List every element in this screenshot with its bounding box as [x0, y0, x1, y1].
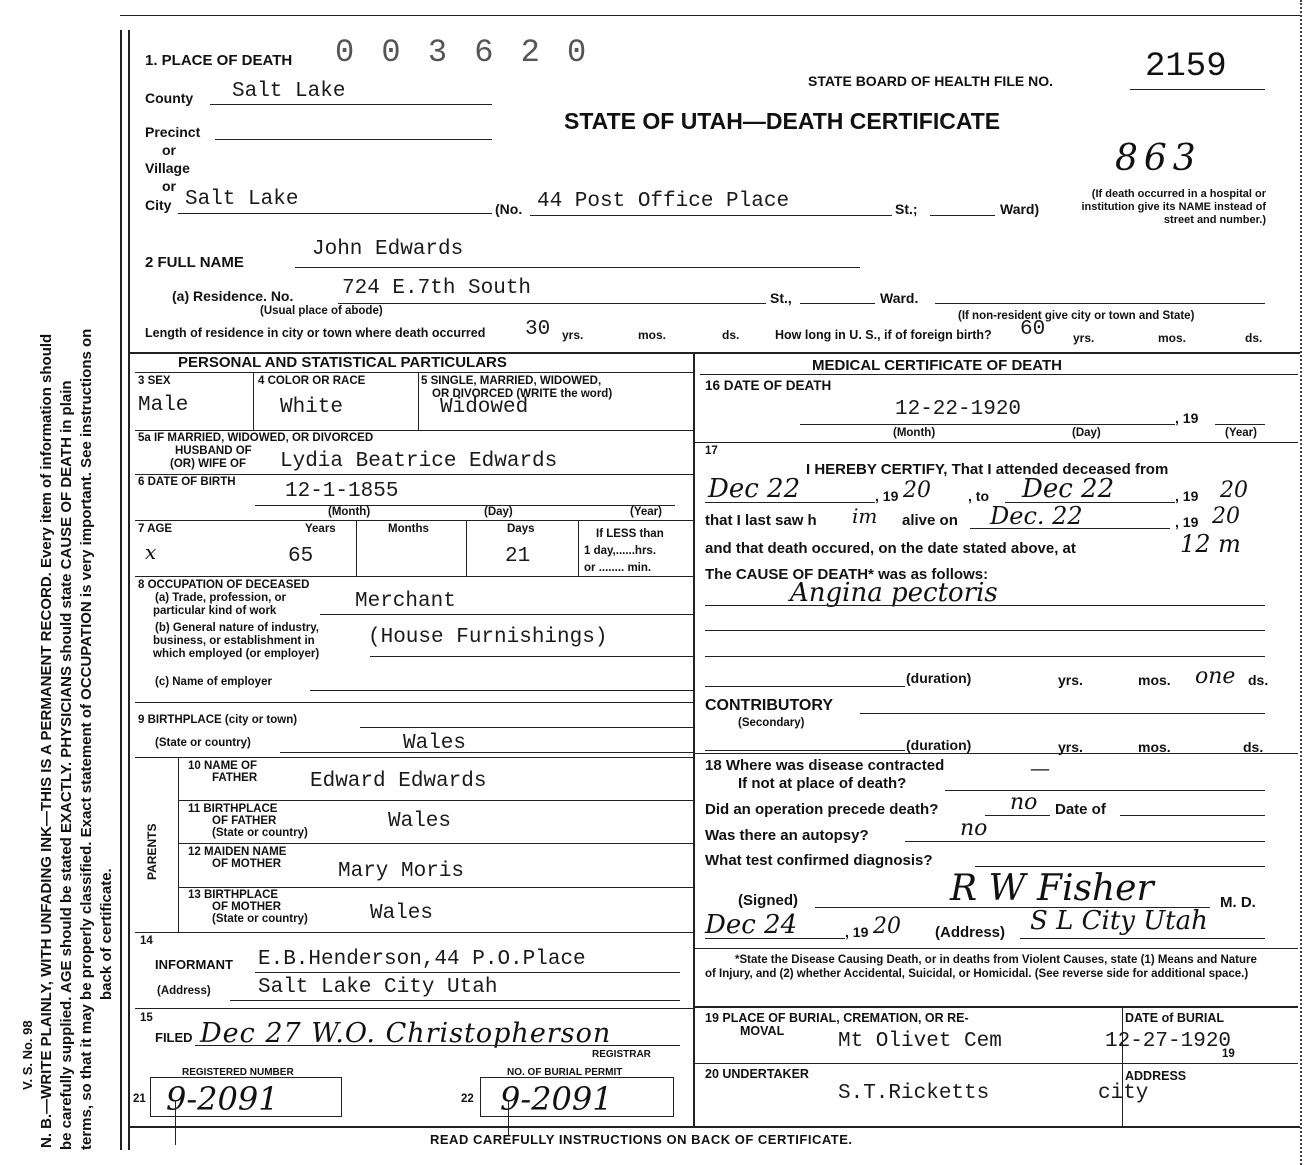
- less-than-label-1: If LESS than: [596, 528, 664, 540]
- age-days-label: Days: [507, 523, 535, 535]
- occupation-value: Merchant: [355, 590, 456, 613]
- burial-divider: [1122, 1006, 1123, 1126]
- dob-line: [255, 505, 675, 506]
- spouse-label-1: 5a IF MARRIED, WIDOWED, OR DIVORCED: [138, 432, 374, 444]
- duration2-ds: ds.: [1243, 739, 1264, 755]
- last-saw-date: Dec. 22: [990, 502, 1083, 530]
- father-birthplace-label-2: OF FATHER: [212, 815, 277, 827]
- secondary-label: (Secondary): [738, 717, 805, 729]
- or-2: or: [162, 178, 176, 194]
- informant-address-line: [230, 1000, 680, 1001]
- informant-label: INFORMANT: [155, 957, 233, 972]
- signed-label: (Signed): [738, 892, 798, 909]
- left-border-inner: [128, 30, 130, 1150]
- duration-value: one: [1195, 664, 1236, 689]
- residence-label: (a) Residence. No.: [172, 288, 294, 304]
- mother-birthplace-label-1: 13 BIRTHPLACE: [188, 889, 279, 901]
- dob-label: 6 DATE OF BIRTH: [138, 476, 236, 488]
- md-label: M. D.: [1220, 894, 1256, 911]
- undertaker-address-value: city: [1098, 1082, 1149, 1105]
- duration2-yrs: yrs.: [1058, 739, 1083, 755]
- burial-date-label: DATE of BURIAL: [1125, 1011, 1225, 1025]
- burial-19: 19: [1222, 1048, 1235, 1060]
- test-line: [975, 866, 1265, 867]
- dod-19: , 19: [1175, 410, 1199, 426]
- age-div-3: [578, 520, 579, 576]
- full-name-line: [295, 267, 860, 268]
- county-line: [210, 104, 492, 105]
- duration-label: (duration): [906, 670, 972, 686]
- color-label: 4 COLOR OR RACE: [258, 375, 366, 387]
- full-name-value: John Edwards: [312, 238, 464, 261]
- row9-line: [135, 757, 693, 758]
- contracted-value: —: [1030, 756, 1050, 780]
- mother-label-1: 12 MAIDEN NAME: [188, 846, 287, 858]
- instructions-line-3: terms, so that it may be properly classified. Exact statement of OCCUPATION is very important. See instructions on: [78, 328, 95, 1150]
- mother-value: Mary Moris: [338, 860, 465, 883]
- contributory-label: CONTRIBUTORY: [705, 697, 833, 714]
- signed-date: Dec 24: [705, 910, 798, 940]
- street-line: [530, 215, 892, 216]
- village-label: Village: [145, 160, 190, 176]
- residence-ward: Ward.: [880, 290, 919, 306]
- last-saw-pronoun: im: [852, 504, 878, 528]
- occupation-c-label: (c) Name of employer: [155, 676, 272, 688]
- center-divider: [693, 352, 695, 1127]
- last-saw-label: that I last saw h: [705, 512, 817, 529]
- father-birthplace-label-1: 11 BIRTHPLACE: [188, 803, 278, 815]
- field-21: 21: [133, 1093, 146, 1105]
- dob-month: (Month): [328, 506, 371, 518]
- to-year: 20: [1220, 478, 1248, 503]
- row6-line: [135, 520, 693, 521]
- marital-label-1: 5 SINGLE, MARRIED, WIDOWED,: [421, 375, 602, 387]
- mother-birthplace-label-3: (State or country): [212, 913, 308, 925]
- contracted-label-2: If not at place of death?: [738, 775, 907, 792]
- marital-label-2: OR DIVORCED (WRITE the word): [432, 388, 613, 400]
- burial-date-value: 12-27-1920: [1105, 1030, 1232, 1053]
- father-birthplace-value: Wales: [388, 810, 452, 833]
- signed-year-prefix: , 19: [845, 924, 869, 940]
- length-mos: mos.: [638, 328, 667, 342]
- row-footnote-line: [693, 1006, 1298, 1008]
- dod-year-line: [1215, 424, 1265, 425]
- us-yrs: yrs.: [1073, 331, 1095, 345]
- row7-line: [135, 576, 693, 577]
- registered-number-value: 9-2091: [166, 1080, 279, 1118]
- duration-line: [705, 686, 905, 687]
- parents-label: PARENTS: [145, 823, 159, 880]
- undertaker-address-label: ADDRESS: [1125, 1069, 1187, 1083]
- mother-line: [178, 887, 693, 888]
- birthplace-state-line: [280, 752, 693, 753]
- ward-label: Ward): [1000, 201, 1040, 217]
- instructions-line-1: N. B.—WRITE PLAINLY, WITH UNFADING INK—THIS IS A PERMANENT RECORD. Every item of information should: [38, 333, 55, 1148]
- color-value: White: [280, 396, 344, 419]
- occupation-b-label-2: business, or establishment in: [153, 635, 315, 647]
- dod-year-label: (Year): [1225, 427, 1257, 439]
- duration-yrs: yrs.: [1058, 672, 1083, 688]
- burial-place-value: Mt Olivet Cem: [838, 1030, 1002, 1053]
- less-than-label-3: or ........ min.: [584, 562, 652, 574]
- father-line: [178, 800, 693, 801]
- precinct-line: [215, 139, 492, 140]
- date-of-label: Date of: [1055, 801, 1106, 818]
- length-ds: ds.: [722, 328, 740, 342]
- date-of-line: [1120, 815, 1265, 816]
- age-years-value: 65: [288, 545, 314, 568]
- file-number: 2159: [1145, 48, 1227, 86]
- cause-label: The CAUSE OF DEATH* was as follows:: [705, 566, 989, 583]
- hospital-note: (If death occurred in a hospital or institution give its NAME instead of street and number.): [1081, 188, 1266, 226]
- how-long-us-label: How long in U. S., if of foreign birth?: [775, 328, 992, 342]
- length-yrs: yrs.: [562, 328, 584, 342]
- duration2-line: [705, 750, 905, 751]
- duration-mos: mos.: [1138, 672, 1171, 688]
- us-ds: ds.: [1245, 331, 1263, 345]
- signed-year: 20: [873, 914, 901, 939]
- full-name-label: 2 FULL NAME: [145, 254, 244, 271]
- age-label: 7 AGE: [138, 523, 173, 535]
- cause-footnote: *State the Disease Causing Death, or in deaths from Violent Causes, state (1) Means and Nature of Injury, and (2) whether Accidental, Suicidal, or Homicidal. (See reverse side for additional space.): [705, 954, 1257, 980]
- industry-value: (House Furnishings): [368, 626, 608, 649]
- date-of-death-label: 16 DATE OF DEATH: [705, 378, 832, 393]
- row8-line: [135, 702, 693, 703]
- instructions-line-4: back of certificate.: [98, 868, 115, 1000]
- burial-label-1: 19 PLACE OF BURIAL, CREMATION, OR RE-: [705, 1011, 969, 1025]
- top-border: [120, 15, 1300, 16]
- occupation-line: [320, 614, 693, 615]
- residence-value: 724 E.7th South: [342, 277, 532, 300]
- to-label: , to: [968, 488, 989, 504]
- spouse-label-2: HUSBAND OF: [175, 445, 252, 457]
- filed-line: [195, 1045, 680, 1046]
- occupation-label: 8 OCCUPATION OF DECEASED: [138, 579, 310, 591]
- form-number: V. S. No. 98: [20, 1020, 35, 1090]
- age-days-value: 21: [505, 545, 531, 568]
- county-value: Salt Lake: [232, 80, 346, 103]
- instructions-line-2: be carefully supplied. AGE should be stated EXACTLY. PHYSICIANS should state CAUSE OF DEATH in plain: [58, 380, 75, 1150]
- dod-month-label: (Month): [893, 427, 936, 439]
- occupation-b-label-1: (b) General nature of industry,: [155, 622, 319, 634]
- row5a-line: [135, 474, 693, 475]
- county-label: County: [145, 90, 194, 106]
- file-no-line: [1130, 89, 1265, 90]
- mother-birthplace-value: Wales: [370, 902, 434, 925]
- physician-address-line: [1020, 938, 1265, 939]
- personal-heading-line: [135, 372, 693, 373]
- birthplace-label: 9 BIRTHPLACE (city or town): [138, 714, 298, 726]
- contracted-line: [945, 790, 1265, 791]
- undertaker-value: S.T.Ricketts: [838, 1082, 990, 1105]
- file-no-label: STATE BOARD OF HEALTH FILE NO.: [808, 73, 1053, 89]
- precinct-label: Precinct: [145, 124, 201, 140]
- us-mos: mos.: [1158, 331, 1187, 345]
- residence-extra-line: [935, 303, 1265, 304]
- residence-ward-line: [800, 303, 875, 304]
- filed-value: Dec 27 W.O. Christopherson: [200, 1018, 612, 1049]
- registrar-label: REGISTRAR: [592, 1049, 651, 1060]
- row17-line: [693, 753, 1298, 754]
- from-year: 20: [903, 478, 931, 503]
- cause-value: Angina pectoris: [790, 578, 998, 608]
- birthplace-value: Wales: [403, 732, 467, 755]
- physician-address-value: S L City Utah: [1030, 906, 1208, 936]
- sex-label: 3 SEX: [138, 375, 171, 387]
- row3-line: [135, 430, 693, 431]
- mother-label-2: OF MOTHER: [212, 858, 281, 870]
- bottom-line: [128, 1126, 1300, 1128]
- contracted-label-1: 18 Where was disease contracted: [705, 757, 945, 774]
- stamp-number: 0 0 3 6 2 0: [335, 34, 591, 71]
- attended-from-date: Dec 22: [708, 474, 801, 504]
- certificate-title: STATE OF UTAH—DEATH CERTIFICATE: [564, 108, 1001, 134]
- medical-heading-line: [700, 374, 1298, 375]
- burial-permit-label: NO. OF BURIAL PERMIT: [507, 1067, 623, 1078]
- duration-ds: ds.: [1248, 672, 1269, 688]
- length-of-residence-label: Length of residence in city or town where death occurred: [145, 326, 486, 340]
- city-line: [178, 213, 492, 214]
- dod-day-label: (Day): [1072, 427, 1101, 439]
- or-1: or: [162, 142, 176, 158]
- city-label: City: [145, 197, 172, 213]
- filed-label: FILED: [155, 1030, 193, 1045]
- occupation-a-label-2: particular kind of work: [153, 605, 277, 617]
- parents-divider: [178, 757, 179, 932]
- informant-address-value: Salt Lake City Utah: [258, 976, 498, 999]
- operation-line: [985, 815, 1050, 816]
- section-17: 17: [705, 445, 718, 457]
- color-divider: [418, 372, 419, 430]
- usual-place-note: (Usual place of abode): [260, 305, 383, 317]
- to-year-prefix: , 19: [1175, 488, 1199, 504]
- age-div-2: [466, 520, 467, 576]
- age-months-label: Months: [388, 523, 429, 535]
- father-label-1: 10 NAME OF: [188, 760, 258, 772]
- burial-label-2: MOVAL: [740, 1024, 785, 1038]
- city-value: Salt Lake: [185, 188, 299, 211]
- father-bp-line: [178, 843, 693, 844]
- last-saw-year: 20: [1212, 504, 1240, 529]
- dob-value: 12-1-1855: [285, 480, 399, 503]
- physician-signature: R W Fisher: [950, 868, 1154, 909]
- spouse-label-3: (OR) WIFE OF: [170, 458, 247, 470]
- contributory-line: [860, 713, 1265, 714]
- st-label: St.;: [895, 201, 918, 217]
- duration2-mos: mos.: [1138, 739, 1171, 755]
- street-value: 44 Post Office Place: [537, 190, 790, 213]
- autopsy-label: Was there an autopsy?: [705, 827, 869, 844]
- employer-line: [310, 690, 693, 691]
- residence-st: St.,: [770, 290, 792, 306]
- birthplace-state-label: (State or country): [155, 737, 251, 749]
- from-year-prefix: , 19: [875, 488, 899, 504]
- us-years: 60: [1020, 318, 1046, 341]
- physician-address-label: (Address): [935, 924, 1006, 941]
- cause-line-1: [705, 605, 1265, 606]
- occupation-a-label-1: (a) Trade, profession, or: [155, 592, 286, 604]
- autopsy-line: [905, 841, 1265, 842]
- right-edge: [1300, 0, 1302, 1165]
- operation-value: no: [1010, 790, 1038, 815]
- father-label-2: FATHER: [212, 772, 258, 784]
- last-saw-year-prefix: , 19: [1175, 514, 1199, 530]
- residence-line: [338, 303, 766, 304]
- from-line: [705, 502, 875, 503]
- medical-heading: MEDICAL CERTIFICATE OF DEATH: [812, 357, 1062, 374]
- row-burial-line: [693, 1063, 1298, 1064]
- row-signature-line: [693, 948, 1298, 949]
- filed-number: 15: [140, 1012, 153, 1024]
- dob-day: (Day): [484, 506, 513, 518]
- reg-stroke: [175, 1100, 176, 1145]
- last-saw-line: [970, 528, 1170, 529]
- informant-value: E.B.Henderson,44 P.O.Place: [258, 948, 586, 971]
- informant-line: [255, 972, 680, 973]
- father-birthplace-label-3: (State or country): [212, 827, 308, 839]
- occurred-label: and that death occured, on the date stated above, at: [705, 540, 1076, 557]
- permit-stroke: [508, 1100, 509, 1135]
- certify-text: I HEREBY CERTIFY, That I attended deceased from: [806, 461, 1169, 478]
- father-value: Edward Edwards: [310, 770, 487, 793]
- attended-to-date: Dec 22: [1022, 474, 1115, 504]
- birthplace-city-line: [360, 727, 693, 728]
- nonresident-note: (If non-resident give city or town and State): [958, 310, 1195, 322]
- date-of-death-value: 12-22-1920: [895, 398, 1022, 421]
- undertaker-label: 20 UNDERTAKER: [705, 1067, 809, 1081]
- burial-permit-value: 9-2091: [500, 1080, 613, 1118]
- occurred-time: 12 m: [1180, 530, 1241, 558]
- place-of-death-label: 1. PLACE OF DEATH: [145, 52, 293, 69]
- less-than-label-2: 1 day,......hrs.: [584, 545, 657, 557]
- field-22: 22: [461, 1093, 474, 1105]
- age-div-1: [356, 520, 357, 576]
- dod-line: [800, 424, 1175, 425]
- length-years: 30: [525, 318, 551, 341]
- informant-address-label: (Address): [157, 985, 211, 997]
- sex-divider: [253, 372, 254, 430]
- spouse-value: Lydia Beatrice Edwards: [280, 450, 558, 473]
- personal-heading: PERSONAL AND STATISTICAL PARTICULARS: [178, 354, 507, 371]
- row14-line: [135, 1008, 693, 1009]
- reg-number-label: REGISTERED NUMBER: [182, 1067, 294, 1078]
- ward-line: [930, 215, 995, 216]
- occupation-b-label-3: which employed (or employer): [153, 648, 320, 660]
- dob-year: (Year): [630, 506, 662, 518]
- signed-date-line: [705, 938, 845, 939]
- age-years-label: Years: [305, 523, 336, 535]
- cause-line-2: [705, 630, 1265, 631]
- informant-number: 14: [140, 935, 153, 947]
- row16-line: [693, 442, 1298, 443]
- cause-line-3: [705, 656, 1265, 657]
- alive-on-label: alive on: [902, 512, 958, 529]
- mother-birthplace-label-2: OF MOTHER: [212, 901, 281, 913]
- left-border: [120, 30, 122, 1150]
- operation-label: Did an operation precede death?: [705, 801, 939, 818]
- footer-instructions: READ CAREFULLY INSTRUCTIONS ON BACK OF CERTIFICATE.: [430, 1132, 853, 1147]
- sex-value: Male: [138, 394, 189, 417]
- duration2-label: (duration): [906, 737, 972, 753]
- autopsy-value: no: [960, 816, 988, 841]
- test-label: What test confirmed diagnosis?: [705, 852, 933, 869]
- hand-number: 863: [1115, 138, 1202, 179]
- row13-line: [135, 932, 693, 933]
- no-label: (No.: [495, 201, 523, 217]
- age-mark: x: [145, 540, 157, 564]
- industry-line: [370, 656, 693, 657]
- marital-value: Widowed: [440, 396, 529, 419]
